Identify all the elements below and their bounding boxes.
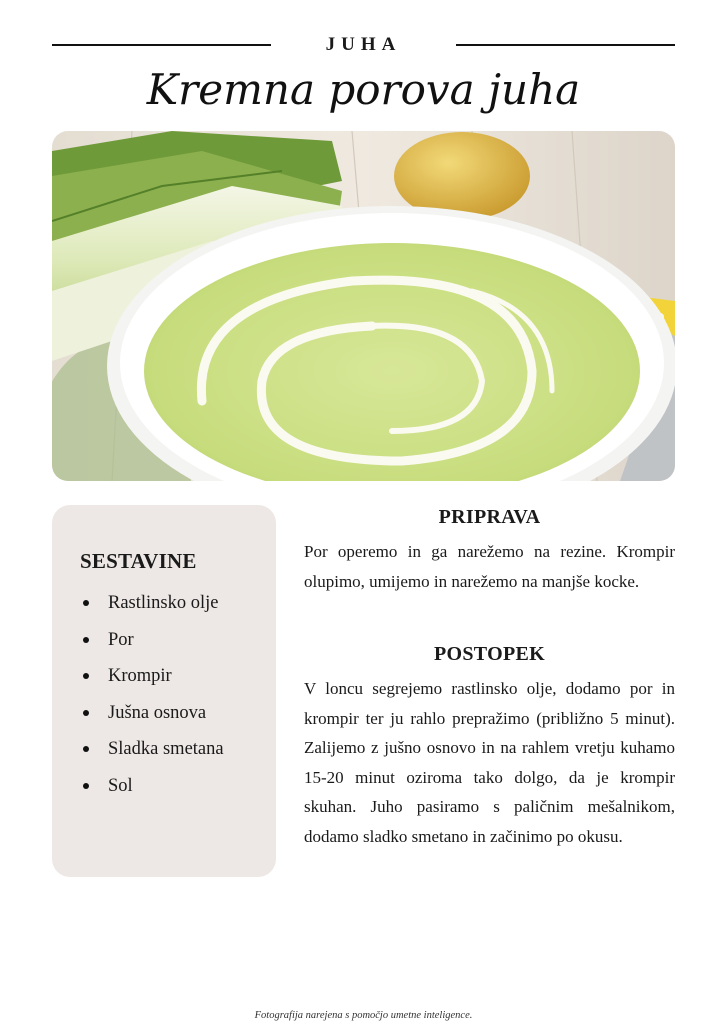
ingredient-item: Sol — [80, 768, 224, 805]
priprava-text: Por operemo in ga narežemo na rezine. Krompir olupimo, umijemo in narežemo na manjše kocke. — [304, 542, 675, 591]
photo-credit-note: Fotografija narejena s pomočjo umetne inteligence. — [254, 1010, 473, 1021]
ingredients-card — [52, 505, 276, 877]
ingredient-item: Rastlinsko olje — [80, 585, 224, 622]
recipe-category: JUHA — [325, 34, 402, 55]
recipe-title: Kremna porova juha — [146, 65, 581, 114]
priprava-heading: PRIPRAVA — [438, 506, 541, 528]
ingredient-item: Sladka smetana — [80, 731, 224, 768]
ingredient-item: Por — [80, 622, 224, 659]
ingredients-list — [80, 585, 224, 804]
ingredient-item: Jušna osnova — [80, 695, 224, 732]
ingredients-heading: SESTAVINE — [80, 549, 197, 573]
postopek-text: V loncu segrejemo rastlinsko olje, dodamo por in krompir ter ju rahlo prepražimo (približno 5 minut). Zalijemo z jušno osnovo in na rahlem vretju kuhamo 15-20 minut oziroma tako dolgo, da je krompir skuhan. Juho pasiramo s paličnim mešalnikom, dodamo sladko smetano in začinimo po okusu. — [304, 679, 675, 846]
postopek-heading: POSTOPEK — [434, 643, 545, 665]
soup-photo — [52, 131, 675, 481]
ingredient-item: Krompir — [80, 658, 224, 695]
header-rule-right — [456, 44, 675, 46]
bowl-of-leek-soup-icon — [52, 131, 675, 481]
